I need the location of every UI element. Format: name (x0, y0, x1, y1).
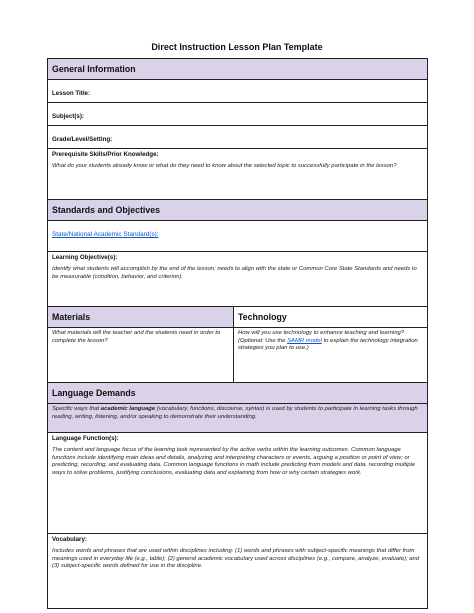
technology-hint-after: to explain the technology integration strategies you plan to use.) (238, 337, 418, 352)
prerequisite-field[interactable] (48, 149, 428, 200)
language-header-row (48, 383, 428, 404)
objectives-field[interactable] (48, 252, 428, 307)
objectives-hint: Identify what students will accomplish by the end of the lesson; needs to align with the state or Common Core State Standards and needs to be measurable (condition, behavior, and criterion). (52, 266, 417, 280)
standards-objectives-header: Standards and Objectives (48, 200, 428, 221)
language-intro-before: Specific ways that (52, 406, 101, 412)
vocabulary-field[interactable] (48, 534, 428, 609)
language-functions-field[interactable] (48, 433, 428, 534)
technology-field[interactable] (234, 328, 428, 383)
general-information-header: General Information (48, 59, 428, 80)
subjects-row (48, 103, 428, 126)
vocabulary-hint: Includes words and phrases that are used within disciplines including: (1) words and phrases with subject-specific meanings that differ from meanings used in everyday life (e.g., table); (2) general academic vocabulary used across disciplines (e.g., compare, analyze, evaluate); and (3) subject-specific words defined for use in the discipline. (52, 548, 420, 570)
grade-field[interactable] (48, 126, 428, 149)
vocabulary-label: Vocabulary: (52, 536, 87, 543)
language-demands-header: Language Demands (48, 383, 428, 404)
technology-hint-before: How will you use technology to enhance teaching and learning? (Optional: Use the (238, 330, 405, 344)
lesson-plan-table (47, 58, 428, 609)
language-intro-text (52, 406, 423, 421)
document-title: Direct Instruction Lesson Plan Template (151, 42, 323, 52)
language-intro (48, 404, 428, 433)
language-functions-hint: The content and language focus of the learning task represented by the active verbs within the learning outcomes. Common language functions include identifying main ideas and details, analyzing and interpreting characters or events, arguing a position or point of view; or predicting, recording, and evaluating data. Common language functions in math include predicting from models and data, recording multiple ways to solve problems, justifying conclusions, evaluating data and explaining from how or why certain strategies work. (52, 447, 416, 476)
objectives-label: Learning Objective(s): (52, 254, 118, 261)
language-functions-label: Language Function(s): (52, 435, 119, 442)
lesson-title-label: Lesson Title: (52, 90, 91, 97)
materials-technology-header-row (48, 307, 428, 328)
standards-link[interactable]: State/National Academic Standard(s): (52, 231, 159, 238)
vocabulary-row (48, 534, 428, 609)
prerequisite-label: Prerequisite Skills/Prior Knowledge: (52, 151, 159, 158)
lesson-title-field[interactable] (48, 80, 428, 103)
language-intro-after: (vocabulary, functions, discourse, syntax) is used by students to participate in learning tasks through reading, writing, listening, and/or speaking to demonstrate their understanding. (52, 406, 418, 420)
prerequisite-row (48, 149, 428, 200)
grade-row (48, 126, 428, 149)
standards-row (48, 221, 428, 252)
materials-technology-body-row (48, 328, 428, 383)
prerequisite-hint: What do your students already know or what do they need to know about the selected topic to successfully participate in the lesson? (52, 163, 397, 169)
materials-hint: What materials will the teacher and the students need in order to complete the lesson? (52, 330, 221, 344)
lesson-title-row (48, 80, 428, 103)
language-functions-row (48, 433, 428, 534)
samr-model-link[interactable]: SAMR model (287, 337, 322, 344)
subjects-field[interactable] (48, 103, 428, 126)
materials-header: Materials (48, 307, 234, 328)
standards-header-row (48, 200, 428, 221)
objectives-row (48, 252, 428, 307)
materials-field[interactable] (48, 328, 234, 383)
grade-label: Grade/Level/Setting: (52, 136, 113, 143)
technology-hint (238, 330, 423, 353)
standards-field[interactable] (48, 221, 428, 252)
academic-language-term: academic language (100, 406, 156, 412)
subjects-label: Subject(s): (52, 113, 84, 120)
language-intro-row (48, 404, 428, 433)
general-information-header-row (48, 59, 428, 80)
technology-header: Technology (234, 307, 428, 328)
